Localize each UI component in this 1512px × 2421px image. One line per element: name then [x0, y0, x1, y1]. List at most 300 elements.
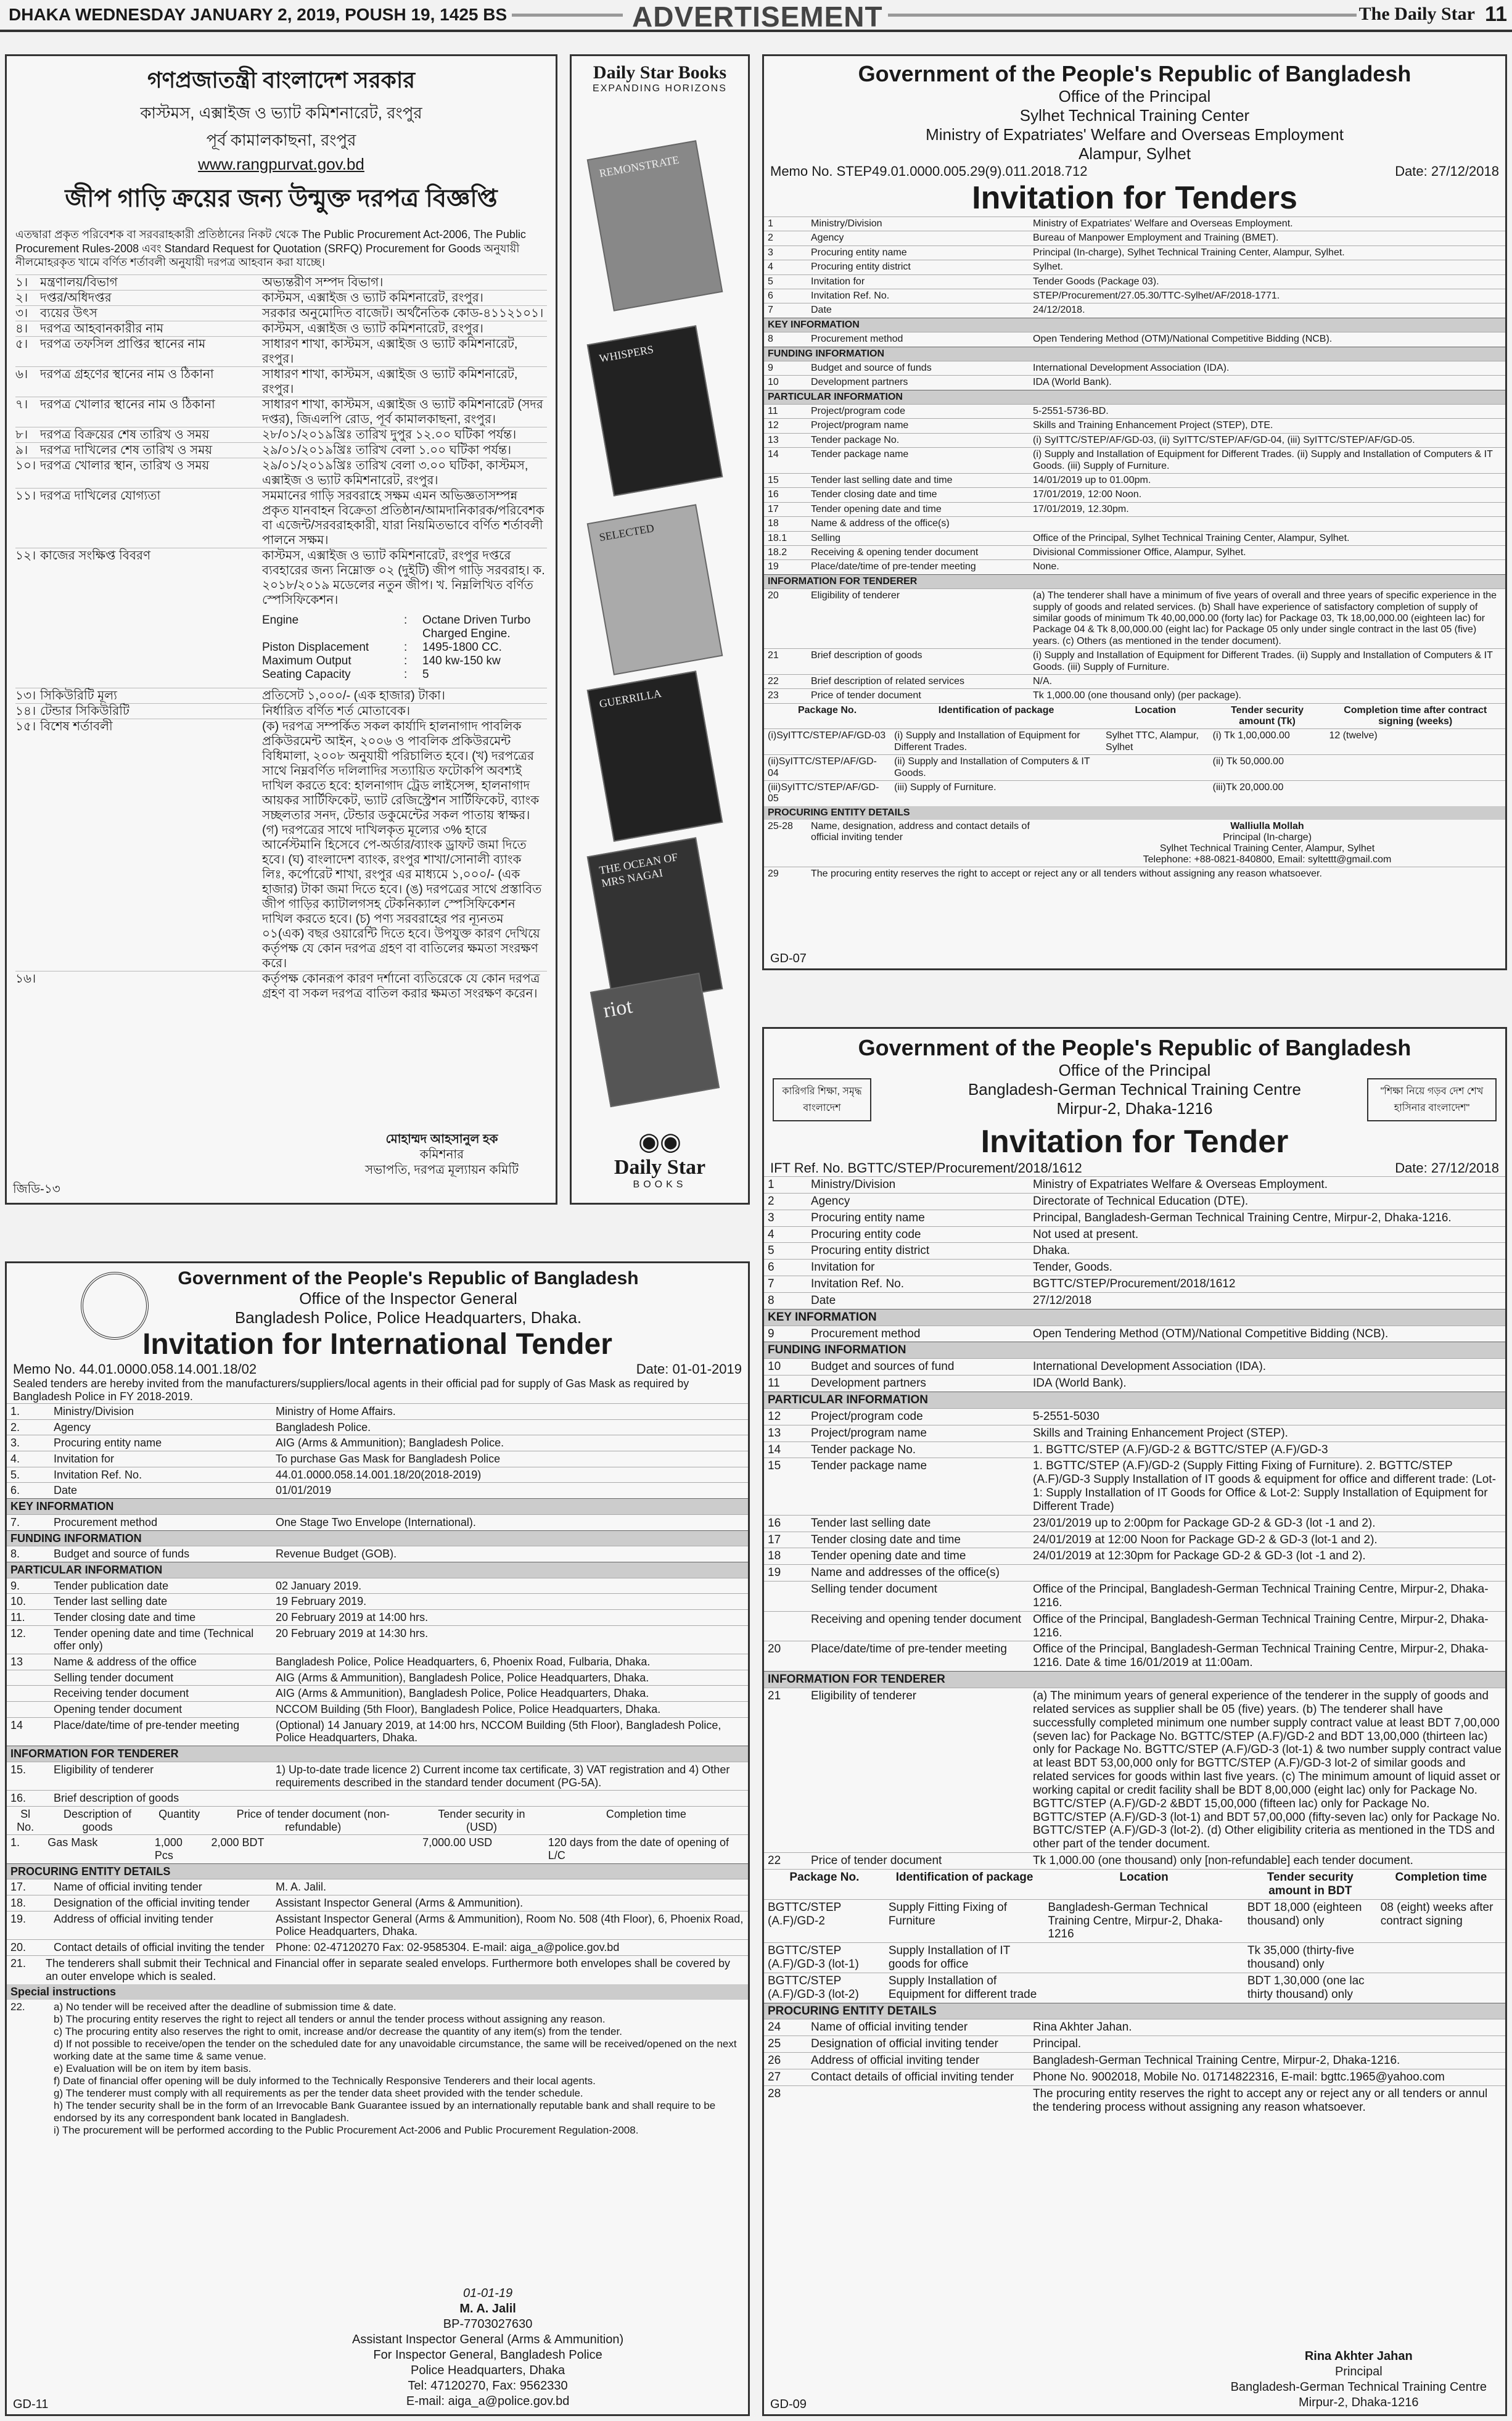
section-heading: PROCURING ENTITY DETAILS: [7, 1863, 748, 1879]
police-hq: Bangladesh Police, Police Headquarters, Dhaka.: [234, 1308, 582, 1327]
table-cell: 18: [764, 1548, 807, 1565]
rangpur-website-link[interactable]: www.rangpurvat.gov.bd: [198, 155, 364, 173]
owl-logo-icon: ◉◉: [638, 1128, 681, 1155]
table-cell: Procurement method: [807, 332, 1029, 347]
table-cell: 01/01/2019: [272, 1483, 748, 1499]
table-cell: None.: [1029, 560, 1505, 574]
table-cell: AIG (Arms & Ammunition), Bangladesh Police, Police Headquarters, Dhaka.: [272, 1686, 748, 1702]
table-cell: Price of tender document: [807, 1853, 1029, 1869]
sylhet-code: GD-07: [770, 952, 807, 965]
table-cell: 6: [764, 289, 807, 303]
table-cell: (Optional) 14 January 2019, at 14:00 hrs, NCCOM Building (5th Floor), Bangladesh Police, Police Headquarters, Dhaka.: [272, 1717, 748, 1746]
row-cell: দরপত্র দাখিলের শেষ তারিখ ও সময়: [40, 443, 213, 457]
list-item: [15, 305, 547, 321]
table-cell: 22: [764, 1853, 807, 1869]
book-cover-5: THE OCEAN OF MRS NAGAI: [587, 837, 723, 1008]
row-cell: বিশেষ শর্তাবলী: [40, 719, 113, 733]
police-signature: [352, 2286, 623, 2409]
table-cell: 5.: [7, 1467, 50, 1483]
table-row: [764, 376, 1505, 390]
table-row: [7, 1863, 748, 1879]
table-cell: Tender package No.: [807, 1441, 1029, 1458]
row-cell: দরপত্র গ্রহণের স্থানের নাম ও ঠিকানা: [40, 367, 214, 381]
table-cell: 20.: [7, 1940, 50, 1955]
table-cell: 18: [764, 517, 807, 531]
section-heading: INFORMATION FOR TENDERER: [7, 1746, 748, 1762]
table-cell: Receiving and opening tender document: [807, 1611, 1029, 1641]
rangpur-address: পূর্ব কামালকাছনা, রংপুর: [206, 131, 356, 149]
table-row: [7, 1911, 748, 1939]
table-cell: 5-2551-5736-BD.: [1029, 405, 1505, 419]
list-item: [15, 719, 547, 971]
table-header-row: [764, 1869, 1505, 1899]
table-cell: Tk 1,000.00 (one thousand only) (per package).: [1029, 689, 1505, 703]
list-item: f) Date of financial offer opening will be duly informed to the Technically Responsive Tenderers and their local agents.: [54, 2074, 596, 2087]
bgttc-code: GD-09: [770, 2398, 807, 2411]
table-row: [764, 1408, 1505, 1425]
table-cell: 6.: [7, 1483, 50, 1499]
list-item: [15, 442, 547, 458]
table-cell: IDA (World Bank).: [1029, 1375, 1505, 1392]
table-cell: AIG (Arms & Ammunition); Bangladesh Police.: [272, 1435, 748, 1451]
book-cover-4: GUERRILLA: [587, 670, 723, 841]
table-cell: 2.: [7, 1419, 50, 1435]
table-row: [764, 1326, 1505, 1342]
police-tender-ad: Government of the People's Republic of Bangladesh Office of the Inspector General Bangladesh Police, Police Headquarters, Dhaka. Invitation for International Tender Memo No. 44.01.0000.058.14.001.18/02 Date: 01-01-2019 Sealed tenders are hereby invited from the manufacturers/suppliers/local agents in their official pad for supply of Gas Mask as required by Bangladesh Police in FY 2018-2019. 1. Ministry/Division Ministry of Home Affairs. 2. Agency Bangladesh Police. 3. Procuring entity name AIG (Arms & Ammunition); Bangladesh Police. 4. Invitation for To purchase Gas Mask for Bangladesh Police 5. Invitation Ref. No. 44.01.0000.058.14.001.18/20(2018-2019) 6. Date 01/01/2019 KEY INFORMATION 7. Procurement method One Stage Two Envelope (International). FUNDING INFORMATION 8. Budget and source of funds Revenue Budget (GOB). PARTICULAR INFORMATION 9. Tender publication date 02 January 2019. 10. Tender last selling date 19 February 2019. 11. Tender closing date and time 20 February 2019 at 14:00 hrs. 12. Tender opening date and time (Technical offer only) 20 February 2019 at 14:30 hrs. 13 Name & address of the office Bangladesh Police, Police Headquarters, 6, Phoenix Road, Fulbaria, Dhaka. Selling tender document AIG (Arms & Ammunition), Bangladesh Police, Police Headquarters, Dhaka. Receiving tender document AIG (Arms & Ammunition), Bangladesh Police, Police Headquarters, Dhaka. Opening tender document NCCOM Building (5th Floor), Bangladesh Police, Police Headquarters, Dhaka. 14 Place/date/time of pre-tender meeting (Optional) 14 January 2019, at 14:00 hrs, NCCOM Building (5th Floor), Bangladesh Police, Police Headquarters, Dhaka. INFORMATION FOR TENDERER 15. Eligibility of tenderer 1) Up-to-date trade licence 2) Current income tax certificate, 3) VAT registration and 4) Other requirements described in the standard tender document (PG-5A). 16. Brief description of goods Sl No. Description of goods Quantity Price of tender document (non-refundable) Tender security in (USD) Completion time 1. Gas Mask 1,000 Pcs 2,000 BDT 7,000.00 USD 120 days from the date of opening of L/C PROCURING ENTITY DETAILS 17. Name of official inviting tender M. A. Jalil. 18. Designation of the official inviting tender Assistant Inspector General (Arms & Ammunition). 19. Address of official inviting tender Assistant Inspector General (Arms & Ammunition), Room No. 508 (4th Floor), 6, Phoenix Road, Police Headquarters, Dhaka. 20. Contact details of official inviting the tender Phone: 02-47120270 Fax: 02-9585304. E-mail: aiga_a@police.gov.bd 21. The tenderers shall submit their Technical and Financial offer in separate sealed envelops. Furthermore both envelopes shall be covered by an outer envelope which is sealed. Special instructions 22. a) No tender will be received after the deadline of submission time & date. b) The procuring entity reserves the right to reject all tenders or annul the tender process without assigning any reason. c) The procuring entity also reserves the right to omit, increase and/or decrease the quantity of any item(s) from the tender. d) If not possible to receive/open the tender on the scheduled date for any unavoidable circumstance, the same will be received/opened on the next working date at the same time & same venue. e) Evaluation will be on item by item basis. f) Date of financial offer opening will be duly informed to the Technically Responsive Tenderers and their local agents. g) The tenderer must comply with all requirements as per the tender data sheet provided with the tender schedule. h) The tender security shall be in the form of an Irrevocable Bank Guarantee issued by an internationally reputable bank and shall require to be endorsed by its any correspondent bank located in Bangladesh. i) The procurement will be performed according to the Public Procurement Act-2006 and Public Procurement Regulation-2008. 01-01-19 M. A. Jalil BP-7703027630 Assistant Inspector General (Arms & Ammunition) For Inspector General, Bangladesh Police Police Headquarters, Dhaka Tel: 47120270, Fax: 9562330 E-mail: aiga_a@police.gov.bd GD-11: [5, 1261, 750, 2416]
table-row: [764, 781, 1505, 806]
table-cell: Designation of the official inviting tender: [50, 1895, 272, 1912]
row-cell: ২৮/০১/২০১৯খ্রিঃ তারিখ দুপুর ১২.০০ ঘটিকা পর্যন্ত।: [262, 427, 517, 442]
table-cell: Budget and source of funds: [807, 361, 1029, 375]
table-row: [7, 1746, 748, 1762]
table-cell: 14: [7, 1717, 50, 1746]
police-gov: Government of the People's Republic of Bangladesh: [178, 1268, 639, 1289]
table-cell: 10.: [7, 1594, 50, 1610]
table-cell: 12.: [7, 1625, 50, 1654]
table-cell: 21: [764, 1688, 807, 1853]
list-item: [15, 427, 547, 442]
table-cell: Gas Mask: [44, 1835, 151, 1863]
table-row: [7, 1435, 748, 1451]
table-cell: 16: [764, 1515, 807, 1532]
list-item: [15, 290, 547, 305]
table-row: [7, 1791, 748, 1806]
table-row: [764, 332, 1505, 347]
table-row: [764, 545, 1505, 559]
table-cell: Brief description of goods: [807, 649, 1029, 675]
table-cell: Principal (In-charge), Sylhet Technical Training Center, Alampur, Sylhet.: [1029, 245, 1505, 260]
table-cell: Selling tender document: [807, 1582, 1029, 1612]
rangpur-signer: মোহাম্মদ আহসানুল হক: [385, 1132, 498, 1146]
row-cell: মন্ত্রণালয়/বিভাগ: [40, 275, 118, 289]
table-cell: Procuring entity district: [807, 260, 1029, 274]
column-header: Completion time after contract signing (weeks): [1325, 703, 1505, 729]
table-cell: Tender closing date and time: [50, 1609, 272, 1625]
table-cell: BGTTC/STEP/Procurement/2018/1612: [1029, 1276, 1505, 1293]
column-header: Tender security amount (Tk): [1209, 703, 1326, 729]
list-item: i) The procurement will be performed according to the Public Procurement Act-2006 and Public Procurement Regulation-2008.: [54, 2124, 639, 2136]
table-cell: 08 (eight) weeks after contract signing: [1377, 1899, 1505, 1943]
table-cell: International Development Association (IDA).: [1029, 361, 1505, 375]
table-cell: Place/date/time of pre-tender meeting: [50, 1717, 272, 1746]
table-cell: 5-2551-5030: [1029, 1408, 1505, 1425]
table-cell: 3.: [7, 1435, 50, 1451]
sylhet-office: Office of the Principal: [1058, 87, 1211, 105]
table-cell: 5: [764, 1243, 807, 1260]
row-cell: সাধারণ শাখা, কাস্টমস, এক্সাইজ ও ভ্যাট কমিশনারেট, রংপুর।: [262, 367, 518, 396]
table-cell: 22: [764, 674, 807, 688]
table-cell: Tender opening date and time (Technical offer only): [50, 1625, 272, 1654]
header-rule-right: [888, 14, 1357, 17]
table-cell: (i) Supply and Installation of Equipment for Different Trades. (ii) Supply and Installation of Computers & IT Goods. (iii) Supply of Furniture.: [1029, 649, 1505, 675]
section-heading: FUNDING INFORMATION: [764, 347, 1505, 361]
police-emblem-icon: [81, 1272, 149, 1340]
table-cell: [1029, 517, 1505, 531]
table-cell: Ministry of Expatriates Welfare & Overseas Employment.: [1029, 1177, 1505, 1194]
table-cell: Bangladesh-German Technical Training Centre, Mirpur-2, Dhaka-1216.: [1029, 2053, 1505, 2069]
table-row: [7, 1499, 748, 1515]
column-header: Tender security amount in BDT: [1244, 1869, 1377, 1899]
row-cell: দরপত্র আহবানকারীর নাম: [40, 321, 163, 336]
bgttc-signature: [1231, 2349, 1487, 2411]
table-cell: BDT 1,30,000 (one lac thirty thousand) only: [1244, 1973, 1377, 2002]
table-cell: 3: [764, 1210, 807, 1226]
table-cell: Invitation Ref. No.: [50, 1467, 272, 1483]
table-cell: Address of official inviting tender: [50, 1911, 272, 1939]
sylhet-pe-contact: Telephone: +88-0821-840800, Email: syltettt@gmail.com: [1143, 854, 1392, 865]
table-cell: 27: [764, 2069, 807, 2085]
table-cell: Tender closing date and time: [807, 1532, 1029, 1548]
table-cell: International Development Association (IDA).: [1029, 1359, 1505, 1375]
table-cell: Project/program code: [807, 1408, 1029, 1425]
list-item: [15, 688, 547, 703]
table-cell: Office of the Principal, Sylhet Technical Training Center, Alampur, Sylhet.: [1029, 531, 1505, 545]
table-row: [764, 1548, 1505, 1565]
table-cell: 8: [764, 1292, 807, 1309]
column-header: Description of goods: [44, 1806, 151, 1834]
sylhet-pe-designation: Principal (In-charge): [1222, 831, 1312, 843]
table-cell: One Stage Two Envelope (International).: [272, 1514, 748, 1530]
spec-value: 5: [422, 667, 429, 681]
table-row: [764, 1853, 1505, 1869]
table-cell: Sylhet.: [1029, 260, 1505, 274]
table-row: [7, 1895, 748, 1912]
table-cell: 24: [764, 2019, 807, 2036]
table-cell: 16.: [7, 1791, 50, 1806]
section-heading: PROCURING ENTITY DETAILS: [764, 2003, 1505, 2019]
table-cell: BGTTC/STEP (A.F)/GD-3 (lot-2): [764, 1973, 885, 2002]
row-cell: দরপত্র খোলার স্থানের নাম ও ঠিকানা: [40, 397, 215, 411]
table-cell: Invitation Ref. No.: [807, 1276, 1029, 1293]
table-cell: 9: [764, 1326, 807, 1342]
table-cell: Phone No. 9002018, Mobile No. 01714822316, E-mail: bgttc.1965@yahoo.com: [1029, 2069, 1505, 2085]
table-cell: 7: [764, 1276, 807, 1293]
rangpur-title: জীপ গাড়ি ক্রয়ের জন্য উন্মুক্ত দরপত্র বিজ্ঞপ্তি: [65, 185, 498, 212]
table-cell: 28: [764, 2085, 807, 2115]
row-cell: ১।: [15, 275, 28, 289]
table-cell: Sylhet TTC, Alampur, Sylhet: [1102, 729, 1209, 755]
table-cell: 4.: [7, 1451, 50, 1467]
table-cell: Bangladesh Police.: [272, 1419, 748, 1435]
list-item: [15, 321, 547, 336]
column-header: Price of tender document (non-refundable): [207, 1806, 419, 1834]
bgttc-package-table: [764, 1869, 1505, 2003]
table-cell: (a) The minimum years of general experience of the tenderer in the supply of goods and related services as supplier shall be 05 (five) years. (b) The tenderer shall have successfully completed minimum one number supply contract value at least BDT 7,00,000 (seven lac) for Package No. BGTTC/STEP (A.F)/GD-2 and BDT 13,00,000 (thirteen lac) only for Package No. BGTTC/STEP (A.F)/GD-3 (lot-1) & two number supply contract value at least BDT 53,00,000 only for BGTTC/STEP (A.F)/GD-3 lot-2 of similar goods and related services for goods within last five years. (c) The minimum amount of liquid asset or working capital or credit facility shall be BDT 8,00,000 (eight lac) only for Package No. BGTTC/STEP (A.F)/GD-2 &BDT 15,00,000 (fifteen lac) only for Package No. BGTTC/STEP (A.F)/GD-3 (lot-1) and BDT 57,00,000 (fifty-seven lac) only for Package No. BGTTC/STEP (A.F)/GD-3 (lot-2). (d) Other eligibility criteria as mentioned in the TDS and other part of the tender document.: [1029, 1688, 1505, 1853]
table-row: [764, 361, 1505, 375]
bgttc-date: Date: 27/12/2018: [1395, 1160, 1499, 1176]
table-cell: Skills and Training Enhancement Project (STEP), DTE.: [1029, 419, 1505, 433]
table-cell: Name & address of the office(s): [807, 517, 1029, 531]
table-cell: 23: [764, 689, 807, 703]
list-item: h) The tender security shall be in the form of an Irrevocable Bank Guarantee issued by an internationally reputable bank and shall require to be endorsed by its any correspondent bank located in Bangladesh.: [54, 2099, 716, 2124]
table-row: [764, 1276, 1505, 1293]
table-row: [764, 1243, 1505, 1260]
police-intro: Sealed tenders are hereby invited from the manufacturers/suppliers/local agents in their official pad for supply of Gas Mask as required by Bangladesh Police in FY 2018-2019.: [13, 1377, 689, 1403]
table-row: [764, 517, 1505, 531]
table-cell: Procuring entity name: [807, 1210, 1029, 1226]
table-cell: 8: [764, 332, 807, 347]
table-cell: Date: [50, 1483, 272, 1499]
table-cell: 23/01/2019 up to 2:00pm for Package GD-2 & GD-3 (lot -1 and 2).: [1029, 1515, 1505, 1532]
police-office: Office of the Inspector General: [299, 1289, 517, 1308]
bgttc-info-table: [764, 1176, 1505, 1869]
rangpur-rows: [7, 272, 556, 610]
table-row: [764, 1672, 1505, 1688]
table-cell: Bureau of Manpower Employment and Training (BMET).: [1029, 231, 1505, 245]
section-heading: FUNDING INFORMATION: [7, 1530, 748, 1546]
table-cell: [1325, 755, 1505, 781]
table-cell: [764, 1611, 807, 1641]
rangpur-gov: গণপ্রজাতন্ত্রী বাংলাদেশ সরকার: [147, 67, 416, 93]
table-cell: Rina Akhter Jahan.: [1029, 2019, 1505, 2036]
table-cell: (a) The tenderer shall have a minimum of five years of overall and three years of specific experience in the supply of goods and related services. (b) Shall have experience of satisfactory completion of supply of similar goods of minimum Tk 40,00,000.00 (forty lac) for Package 03, Tk 18,00,000.00 (eighteen lac) for Package 04 & Tk 8,00,000.00 (eight lac) for Package 05 only under single contract in the last 05 (five) years. (c) Others (as mentioned in the tender document).: [1029, 589, 1505, 649]
table-cell: 24/12/2018.: [1029, 303, 1505, 318]
table-cell: M. A. Jalil.: [272, 1879, 748, 1895]
table-row: [764, 2019, 1505, 2036]
table-row: [7, 1594, 748, 1610]
list-item: d) If not possible to receive/open the tender on the scheduled date for any unavoidable circumstance, the same will be received/opened on the next working date at the same time & same venue.: [54, 2037, 737, 2062]
page-number: 11: [1485, 2, 1507, 26]
table-cell: 25: [764, 2036, 807, 2053]
table-cell: [1325, 781, 1505, 806]
table-row: [764, 1943, 1505, 1973]
row-cell: ২।: [15, 291, 28, 305]
table-cell: (iii)SyITTC/STEP/AF/GD-05: [764, 781, 890, 806]
table-row: [764, 303, 1505, 318]
table-row: [764, 318, 1505, 332]
table-cell: 7: [764, 303, 807, 318]
row-cell: কাজের সংক্ষিপ্ত বিবরণ: [40, 548, 151, 563]
table-cell: [1377, 1973, 1505, 2002]
row-cell: সিকিউরিটি মূল্য: [40, 688, 117, 703]
table-cell: Contact details of official inviting tender: [807, 2069, 1029, 2085]
spec-sep: :: [404, 613, 408, 627]
row-cell: ৩।: [15, 306, 28, 320]
list-item: c) The procuring entity also reserves the right to omit, increase and/or decrease the quantity of any item(s) from the tender.: [54, 2025, 622, 2037]
table-row: [764, 729, 1505, 755]
table-cell: 20 February 2019 at 14:30 hrs.: [272, 1625, 748, 1654]
table-cell: 15: [764, 1458, 807, 1515]
table-cell: 24/01/2019 at 12:30pm for Package GD-2 & GD-3 (lot -1 and 2).: [1029, 1548, 1505, 1565]
column-header: Quantity: [151, 1806, 208, 1834]
table-cell: (iii)Tk 20,000.00: [1209, 781, 1326, 806]
table-row: [764, 1177, 1505, 1194]
list-item: e) Evaluation will be on item by item basis.: [54, 2062, 252, 2074]
table-cell: 9: [764, 361, 807, 375]
table-row: [7, 1762, 748, 1790]
rangpur-office: কাস্টমস, এক্সাইজ ও ভ্যাট কমিশনারেট, রংপুর: [140, 104, 422, 122]
table-cell: Eligibility of tenderer: [50, 1762, 272, 1790]
table-row: [7, 1404, 748, 1420]
table-cell: Ministry/Division: [807, 217, 1029, 231]
table-cell: 17.: [7, 1879, 50, 1895]
table-cell: Project/program name: [807, 1425, 1029, 1441]
spec-label: Maximum Output: [262, 654, 351, 667]
table-cell: (i)SyITTC/STEP/AF/GD-03: [764, 729, 890, 755]
table-cell: 4: [764, 1226, 807, 1243]
table-row: [764, 589, 1505, 649]
table-row: [7, 1578, 748, 1594]
table-row: [7, 1702, 748, 1718]
column-header: Location: [1102, 703, 1209, 729]
book-cover-3: SELECTED: [587, 504, 723, 675]
list-item: [15, 488, 547, 548]
table-row: [764, 347, 1505, 361]
table-row: [764, 1458, 1505, 1515]
table-cell: (ii) Tk 50,000.00: [1209, 755, 1326, 781]
row-cell: ১৫।: [15, 719, 36, 733]
masthead-brand: The Daily Star: [1358, 4, 1475, 24]
row-cell: ২৯/০১/২০১৯খ্রিঃ তারিখ বেলা ১.০০ ঘটিকা পর্যন্ত।: [262, 443, 512, 457]
table-row: [764, 1899, 1505, 1943]
row-cell: ৮।: [15, 427, 28, 442]
row-cell: ২৯/০১/২০১৯খ্রিঃ তারিখ বেলা ৩.০০ ঘটিকা, কাস্টমস, এক্সাইজ ও ভ্যাট কমিশনারেট, রংপুর।: [262, 458, 528, 487]
table-cell: Office of the Principal, Bangladesh-German Technical Training Centre, Mirpur-2, Dhaka-1216.: [1029, 1582, 1505, 1612]
table-cell: 1.: [7, 1835, 44, 1863]
table-cell: [1102, 781, 1209, 806]
list-item: [15, 458, 547, 488]
table-cell: 5: [764, 274, 807, 289]
table-cell: 1. BGTTC/STEP (A.F)/GD-2 (Supply Fitting Fixing of Furniture). 2. BGTTC/STEP (A.F)/GD-3 Supply Installation of IT goods & equipment for office and different trade: (Lot-1: Supply Installation of IT Goods for Office & Lot-2: Supply Installation of Equipment for Different Trade): [1029, 1458, 1505, 1515]
table-cell: Eligibility of tenderer: [807, 589, 1029, 649]
bgttc-location: Mirpur-2, Dhaka-1216: [1056, 1099, 1213, 1118]
table-cell: 14: [764, 1441, 807, 1458]
table-row: [764, 2053, 1505, 2069]
spec-label: Engine: [262, 613, 299, 627]
table-cell: [7, 1702, 50, 1718]
table-cell: 2: [764, 1193, 807, 1210]
table-cell: Name of official inviting tender: [50, 1879, 272, 1895]
table-cell: Tender closing date and time: [807, 488, 1029, 502]
table-cell: 19.: [7, 1911, 50, 1939]
row-cell: ৪।: [15, 321, 28, 336]
row-cell: টেন্ডার সিকিউরিটি: [40, 704, 129, 718]
table-cell: Divisional Commissioner Office, Alampur, Sylhet.: [1029, 545, 1505, 559]
section-heading: KEY INFORMATION: [7, 1499, 748, 1515]
bgttc-sig-address-1: Bangladesh-German Technical Training Centre: [1230, 2380, 1487, 2394]
sylhet-info-table: [764, 217, 1505, 703]
table-cell: 3: [764, 245, 807, 260]
table-row: [764, 488, 1505, 502]
vehicle-spec-table: [262, 614, 547, 682]
table-cell: STEP/Procurement/27.05.30/TTC-Sylhet/AF/2018-1771.: [1029, 289, 1505, 303]
table-row: [7, 1940, 748, 1955]
header-date: DHAKA WEDNESDAY JANUARY 2, 2019, POUSH 19, 1425 BS: [9, 5, 507, 24]
table-cell: Agency: [50, 1419, 272, 1435]
table-cell: 12 (twelve): [1325, 729, 1505, 755]
sylhet-centre: Sylhet Technical Training Center: [1019, 106, 1250, 125]
table-cell: Development partners: [807, 1375, 1029, 1392]
table-cell: 20 February 2019 at 14:00 hrs.: [272, 1609, 748, 1625]
table-cell: (i) Supply and Installation of Equipment for Different Trades.: [890, 729, 1102, 755]
dsb-logo-sub: BOOKS: [633, 1179, 687, 1190]
row-cell: কাস্টমস, এক্সাইজ ও ভ্যাট কমিশনারেট, রংপুর দপ্তরে ব্যবহারের জন্য নিম্নোক্ত ০২ (দুইটি) জীপ গাড়ি সরবরাহ। ক. ২০১৮/২০১৯ মডেলের নতুন জীপ। খ. নিম্নলিখিত বর্ণিত স্পেসিফিকেশন।: [262, 548, 545, 607]
row-cell: নির্ধারিত বর্ণিত শর্ত মোতাবেক।: [262, 704, 410, 718]
bgttc-sig-name: Rina Akhter Jahan: [1304, 2349, 1413, 2363]
police-envelope-rule: The tenderers shall submit their Technical and Financial offer in separate sealed envelops. Furthermore both envelopes shall be covered by an outer envelope which is sealed.: [46, 1957, 730, 1982]
sylhet-package-table: [764, 703, 1505, 806]
table-row: [7, 1625, 748, 1654]
table-cell: 21: [764, 649, 807, 675]
row-cell: কাস্টমস, এক্সাইজ ও ভ্যাট কমিশনারেট, রংপুর।: [262, 291, 483, 305]
police-pe-table: [7, 1863, 748, 1955]
table-cell: 120 days from the date of opening of L/C: [544, 1835, 748, 1863]
table-row: [764, 1532, 1505, 1548]
sylhet-pe-address: Sylhet Technical Training Center, Alampur, Sylhet: [1159, 843, 1375, 854]
table-row: [7, 1879, 748, 1895]
table-cell: Place/date/time of pre-tender meeting: [807, 560, 1029, 574]
police-goods-table: [7, 1806, 748, 1863]
page-header: [0, 0, 1512, 32]
table-cell: 14/01/2019 up to 01.00pm.: [1029, 474, 1505, 488]
table-row: [764, 1375, 1505, 1392]
table-cell: Price of tender document: [807, 689, 1029, 703]
table-cell: 15.: [7, 1762, 50, 1790]
table-row: [764, 2085, 1505, 2115]
table-cell: Procurement method: [807, 1326, 1029, 1342]
table-cell: Procuring entity name: [807, 245, 1029, 260]
table-cell: 1: [764, 1177, 807, 1194]
police-special-list: [54, 2001, 744, 2137]
table-row: [764, 2003, 1505, 2019]
police-info-table: [7, 1403, 748, 1806]
list-item: [15, 703, 547, 719]
section-title: ADVERTISEMENT: [632, 1, 883, 33]
table-cell: 20: [764, 1641, 807, 1672]
sylhet-pe-name: Walliulla Mollah: [1230, 820, 1304, 831]
spec-sep: :: [404, 654, 408, 667]
table-row: [764, 1193, 1505, 1210]
table-cell: Brief description of related services: [807, 674, 1029, 688]
table-cell: Tk 1,000.00 (one thousand) only [non-refundable] each tender document.: [1029, 1853, 1505, 1869]
list-item: [15, 548, 547, 608]
spec-value: 1495-1800 CC.: [422, 640, 502, 654]
table-cell: Date: [807, 303, 1029, 318]
table-cell: Invitation for: [50, 1451, 272, 1467]
table-cell: Revenue Budget (GOB).: [272, 1546, 748, 1562]
table-cell: 24/01/2019 at 12:00 Noon for Package GD-2 & GD-3 (lot-1 and 2).: [1029, 1532, 1505, 1548]
row-cell: সাধারণ শাখা, কাস্টমস, এক্সাইজ ও ভ্যাট কমিশনারেট (সদর দপ্তর), জিএলপি রোড, পূর্ব কামালকাছনা, রংপুর।: [262, 397, 543, 426]
table-cell: AIG (Arms & Ammunition), Bangladesh Police, Police Headquarters, Dhaka.: [272, 1670, 748, 1686]
sylhet-memo: Memo No. STEP49.01.0000.005.29(9).011.2018.712: [770, 163, 1088, 179]
table-row: [764, 1565, 1505, 1582]
table-cell: [1102, 755, 1209, 781]
row-cell: ১৩।: [15, 688, 36, 703]
rangpur-signature: [365, 1132, 519, 1178]
row-cell: কাস্টমস, এক্সাইজ ও ভ্যাট কমিশনারেট, রংপুর।: [262, 321, 483, 336]
police-sig-l1: Assistant Inspector General (Arms & Ammunition): [352, 2333, 624, 2346]
table-cell: Tender last selling date and time: [807, 474, 1029, 488]
